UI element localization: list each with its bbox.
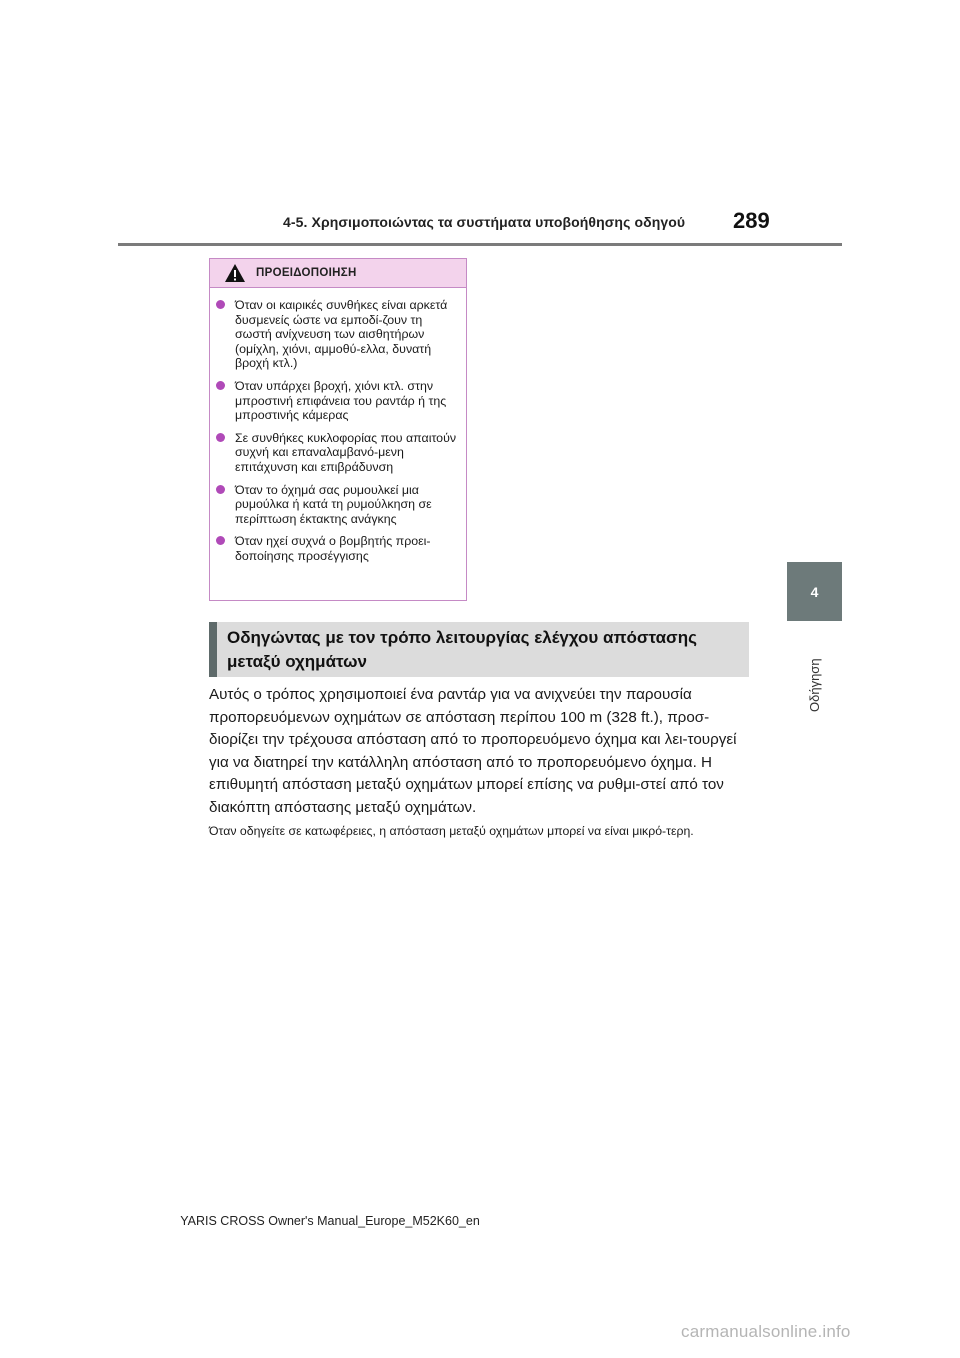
bullet-icon <box>216 300 225 309</box>
bullet-icon <box>216 536 225 545</box>
warning-item-text: Όταν ηχεί συχνά ο βομβητής προει-δοποίησης προσέγγισης <box>235 534 431 563</box>
warning-item-text: Σε συνθήκες κυκλοφορίας που απαιτούν συχνή και επαναλαμβανό-μενη επιτάχυνση και επιβράδυνση <box>235 430 457 474</box>
warning-item <box>216 483 460 527</box>
bullet-icon <box>216 485 225 494</box>
warning-item <box>216 431 460 475</box>
warning-item <box>216 534 460 563</box>
chapter-side-label <box>786 632 842 712</box>
header-rule <box>118 243 842 246</box>
section-heading: Οδηγώντας με τον τρόπο λειτουργίας ελέγχου απόστασης μεταξύ οχημάτων <box>209 622 749 677</box>
warning-box <box>209 258 467 601</box>
warning-item-text: Όταν το όχημά σας ρυμουλκεί μια ρυμούλκα ή κατά τη ρυμούλκηση σε περίπτωση έκτακτης ανάγκης <box>235 482 432 526</box>
warning-title: ΠΡΟΕΙΔΟΠΟΙΗΣΗ <box>256 267 357 279</box>
page-number: 289 <box>733 208 770 233</box>
warning-header <box>210 259 466 288</box>
warning-item <box>216 298 460 371</box>
bullet-icon <box>216 381 225 390</box>
note-paragraph: Όταν οδηγείτε σε κατωφέρειες, η απόσταση μεταξύ οχημάτων μπορεί να είναι μικρό-τερη. <box>209 824 694 838</box>
watermark: carmanualsonline.info <box>681 1322 851 1341</box>
section-header-title: 4-5. Χρησιμοποιώντας τα συστήματα υποβοήθησης οδηγού <box>283 214 686 230</box>
chapter-number: 4 <box>810 583 819 600</box>
body-paragraph: Αυτός ο τρόπος χρησιμοποιεί ένα ραντάρ για να ανιχνεύει την παρουσία προπορευόμενων οχημάτων σε απόσταση περίπου 100 m (328 ft.), προσ-διορίζει την τρέχουσα απόσταση από το προπορευόμενο όχημα και λει-τουργεί για να διατηρεί την κατάλληλη απόσταση από το προπορευόμενο όχημα. Η επιθυμητή απόσταση μεταξύ οχημάτων μπορεί επίσης να ρυθμι-στεί από τον διακόπτη απόστασης μεταξύ οχημάτων. <box>209 686 737 816</box>
warning-item-text: Όταν οι καιρικές συνθήκες είναι αρκετά δυσμενείς ώστε να εμποδί-ζουν τη σωστή ανίχνευση των αισθητήρων (ομίχλη, χιόνι, αμμοθύ-ελλα, δυνατή βροχή κτλ.) <box>235 298 448 371</box>
warning-triangle-icon <box>224 263 246 283</box>
footer-text: YARIS CROSS Owner's Manual_Europe_M52K60_en <box>180 1214 480 1228</box>
warning-item-text: Όταν υπάρχει βροχή, χιόνι κτλ. στην μπροστινή επιφάνεια του ραντάρ ή της μπροστινής κάμερας <box>235 378 447 423</box>
chapter-tab[interactable] <box>787 562 842 621</box>
warning-item <box>216 379 460 423</box>
bullet-icon <box>216 433 225 442</box>
chapter-label: Οδήγηση <box>806 658 822 712</box>
